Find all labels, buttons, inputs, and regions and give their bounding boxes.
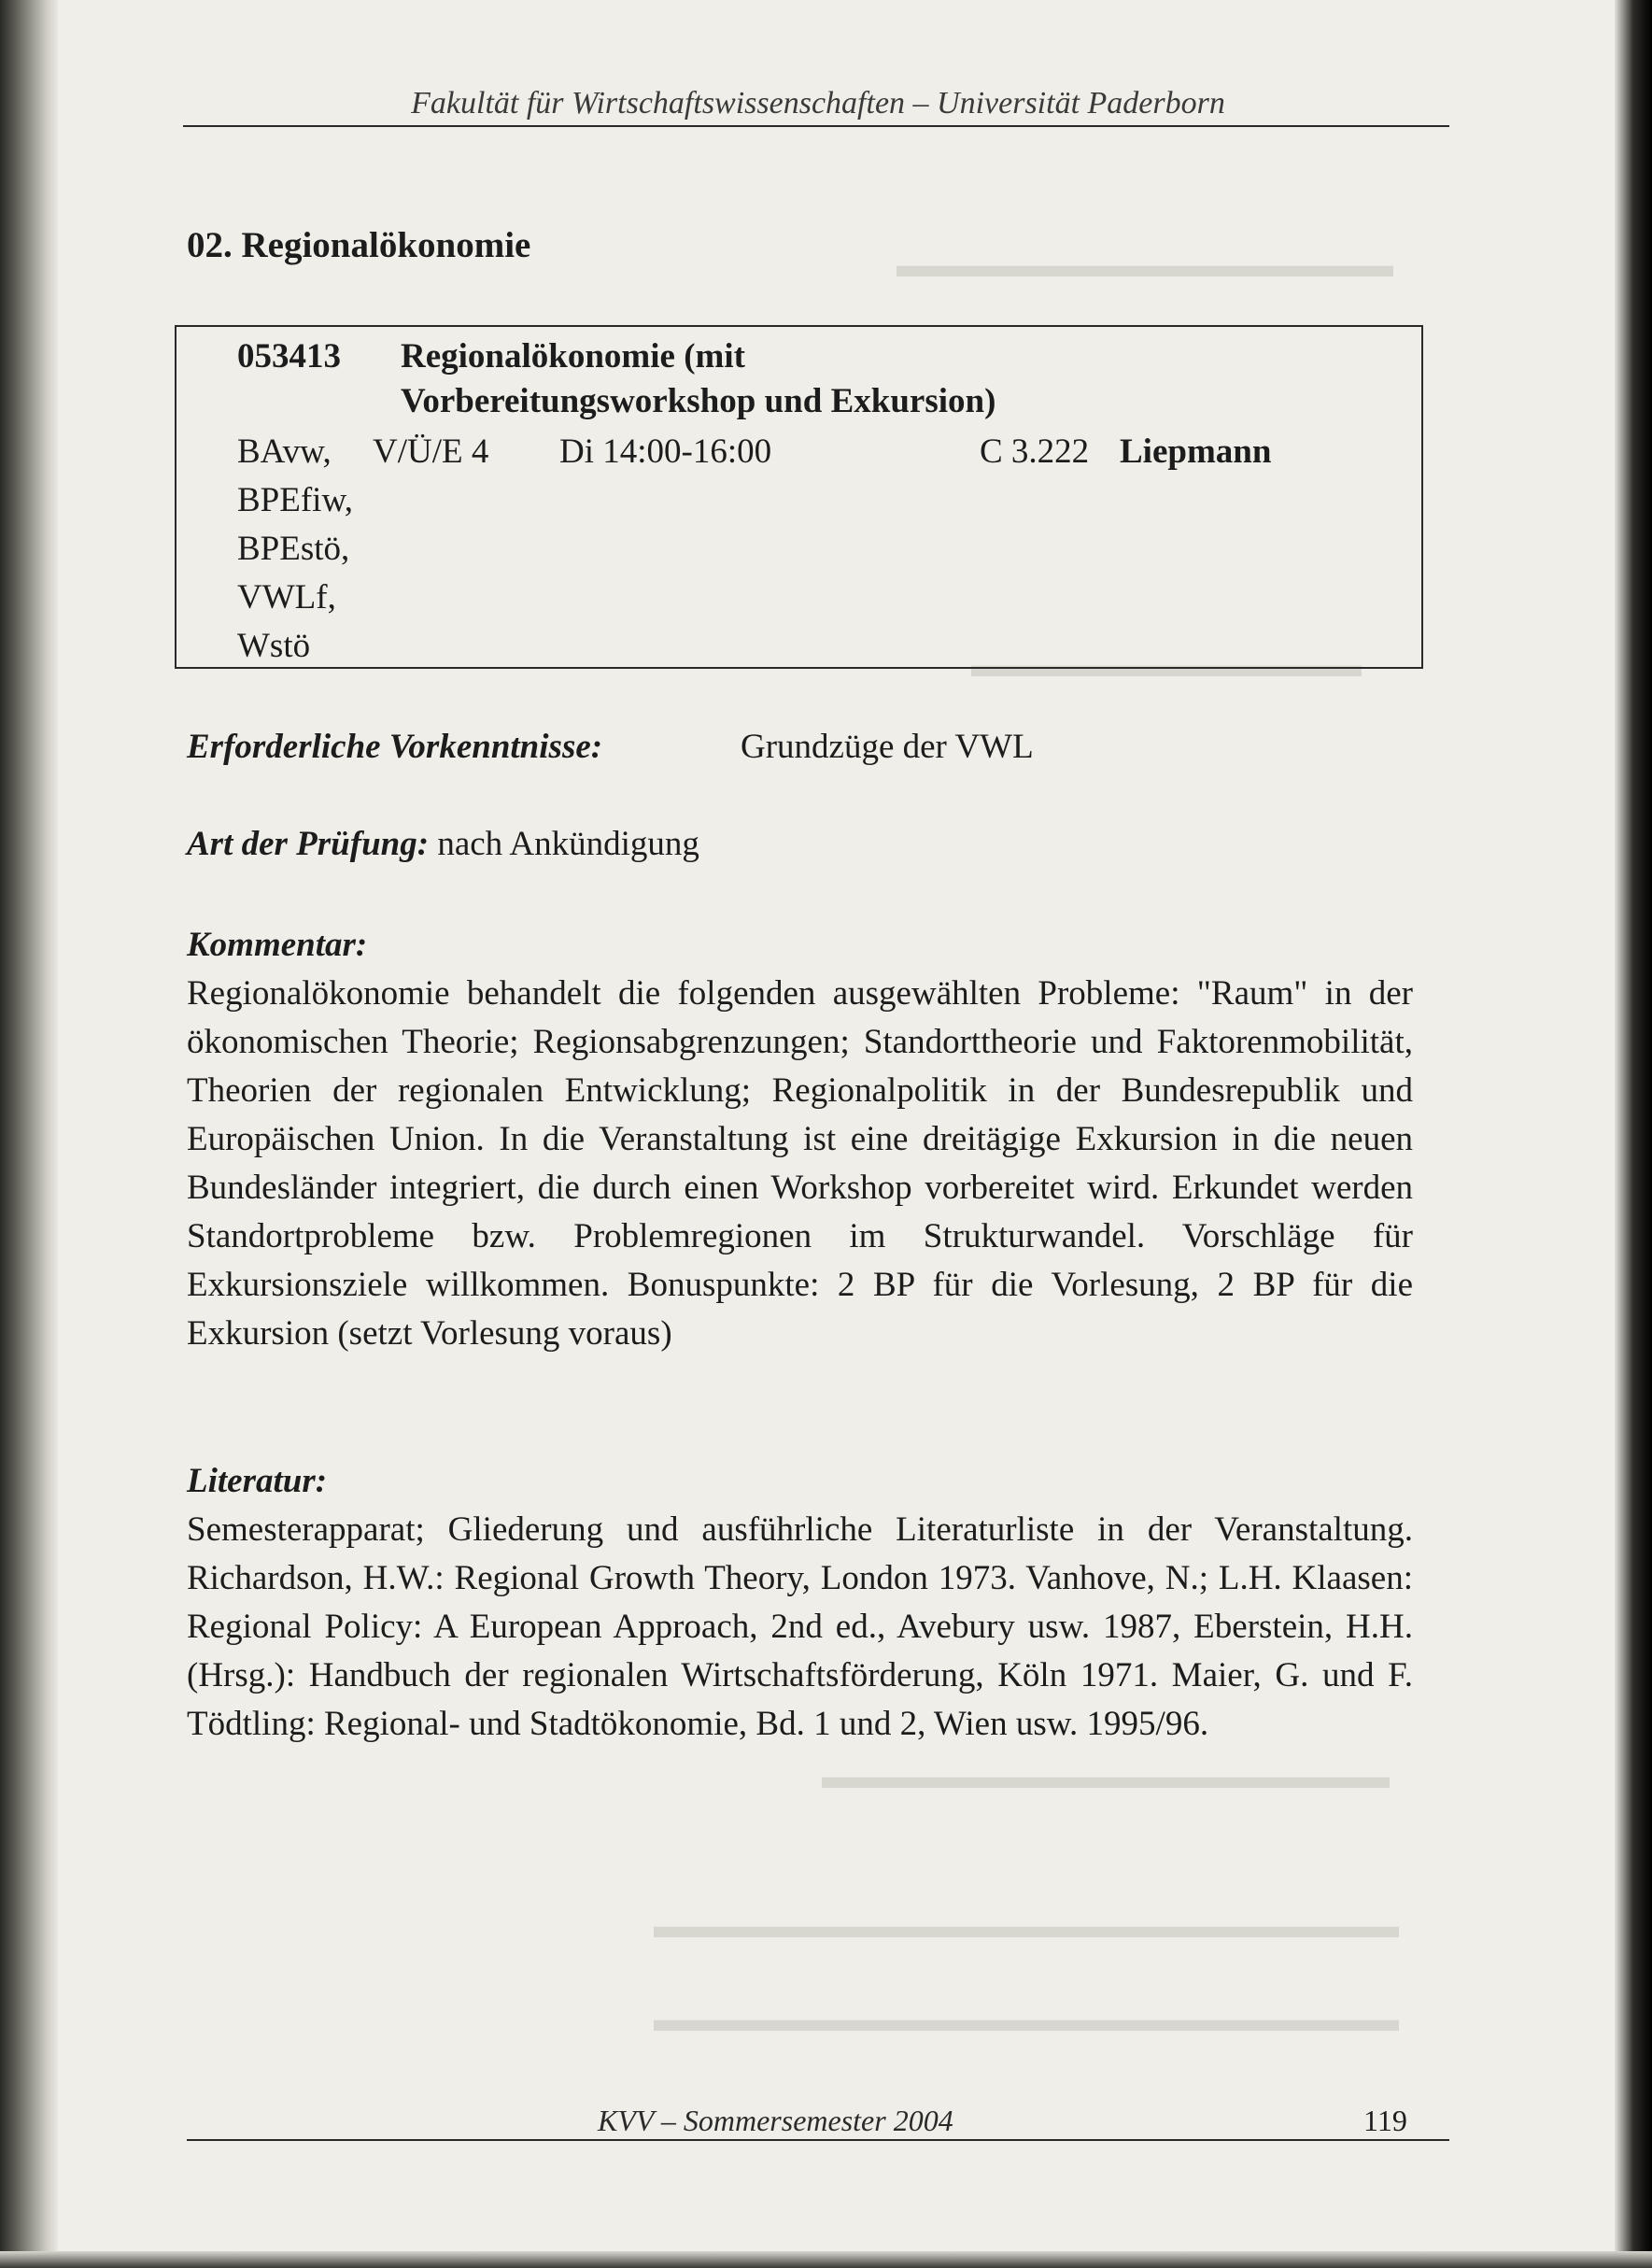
- course-program: BAvw,: [237, 432, 332, 471]
- exam-value: nach Ankündigung: [437, 825, 699, 863]
- comment-section: [187, 921, 1413, 1358]
- page-number: 119: [1363, 2104, 1407, 2137]
- course-time: Di 14:00-16:00: [559, 432, 772, 471]
- running-header: Fakultät für Wirtschaftswissenschaften – Universität Paderborn: [411, 86, 1225, 120]
- course-title-line1: Regionalökonomie (mit: [401, 337, 745, 376]
- course-program: VWLf,: [237, 578, 336, 617]
- page-bottom-edge: [0, 2251, 1652, 2268]
- course-lecturer: Liepmann: [1120, 432, 1272, 471]
- footer-title: KVV – Sommersemester 2004: [598, 2104, 953, 2137]
- literature-label: Literatur:: [187, 1462, 328, 1500]
- course-info-box: [175, 325, 1423, 669]
- course-title-line2: Vorbereitungsworkshop und Exkursion): [401, 382, 996, 420]
- section-heading: 02. Regionalökonomie: [187, 225, 531, 265]
- literature-text: Semesterapparat; Gliederung und ausführliche Literaturliste in der Veranstaltung. Richardson, H.W.: Regional Growth Theory, London 1973. Vanhove, N.; L.H. Klaasen: Regional Policy: A European Approach, 2nd ed., Avebury usw. 1987, Eberstein, H.H. (Hrsg.): Handbuch der regionalen Wirtschaftsförderung, Köln 1971. Maier, G. und F. Tödtling: Regional- und Stadtökonomie, Bd. 1 und 2, Wien usw. 1995/96.: [187, 1510, 1413, 1743]
- show-through-texture: ▬▬▬▬▬▬▬▬▬▬▬▬▬▬: [897, 246, 1393, 285]
- prerequisites-label: Erforderliche Vorkenntnisse:: [187, 728, 603, 766]
- show-through-texture: ▬▬▬▬▬▬▬▬▬▬▬: [971, 645, 1362, 685]
- comment-text: Regionalökonomie behandelt die folgenden ausgewählten Probleme: "Raum" in der ökonomischen Theorie; Regionsabgrenzungen; Standorttheorie und Faktorenmobilität, Theorien der regionalen Entwicklung; Regionalpolitik in der Bundesrepublik und Europäischen Union. In die Veranstaltung ist eine dreitägige Exkursion in die neuen Bundesländer integriert, die durch einen Workshop vorbereitet wird. Erkundet werden Standortprobleme bzw. Problemregionen im Strukturwandel. Vorschläge für Exkursionsziele willkommen. Bonuspunkte: 2 BP für die Vorlesung, 2 BP für die Exkursion (setzt Vorlesung voraus): [187, 974, 1413, 1353]
- prerequisites-value: Grundzüge der VWL: [741, 728, 1034, 766]
- exam-label: Art der Prüfung:: [187, 825, 430, 863]
- course-program: Wstö: [237, 627, 311, 665]
- comment-label: Kommentar:: [187, 926, 368, 964]
- course-program: BPEfiw,: [237, 481, 354, 519]
- header-rule: [183, 125, 1449, 127]
- footer-rule: [187, 2139, 1449, 2141]
- page-edge-shadow: [1615, 0, 1652, 2268]
- exam-line: [187, 824, 699, 864]
- course-type: V/Ü/E 4: [373, 432, 489, 471]
- course-program: BPEstö,: [237, 530, 350, 568]
- literature-section: [187, 1457, 1413, 1749]
- show-through-texture: ▬▬▬▬▬▬▬▬▬▬▬▬▬▬▬▬: [822, 1757, 1390, 1796]
- course-number: 053413: [237, 337, 341, 376]
- show-through-texture: ▬▬▬▬▬▬▬▬▬▬▬▬▬▬▬▬▬▬▬▬▬: [654, 2000, 1399, 2039]
- prerequisites-line: [187, 727, 602, 767]
- page-binding-shadow: [0, 0, 58, 2268]
- show-through-texture: ▬▬▬▬▬▬▬▬▬▬▬▬▬▬▬▬▬▬▬▬▬: [654, 1907, 1399, 1946]
- course-room: C 3.222: [980, 432, 1090, 471]
